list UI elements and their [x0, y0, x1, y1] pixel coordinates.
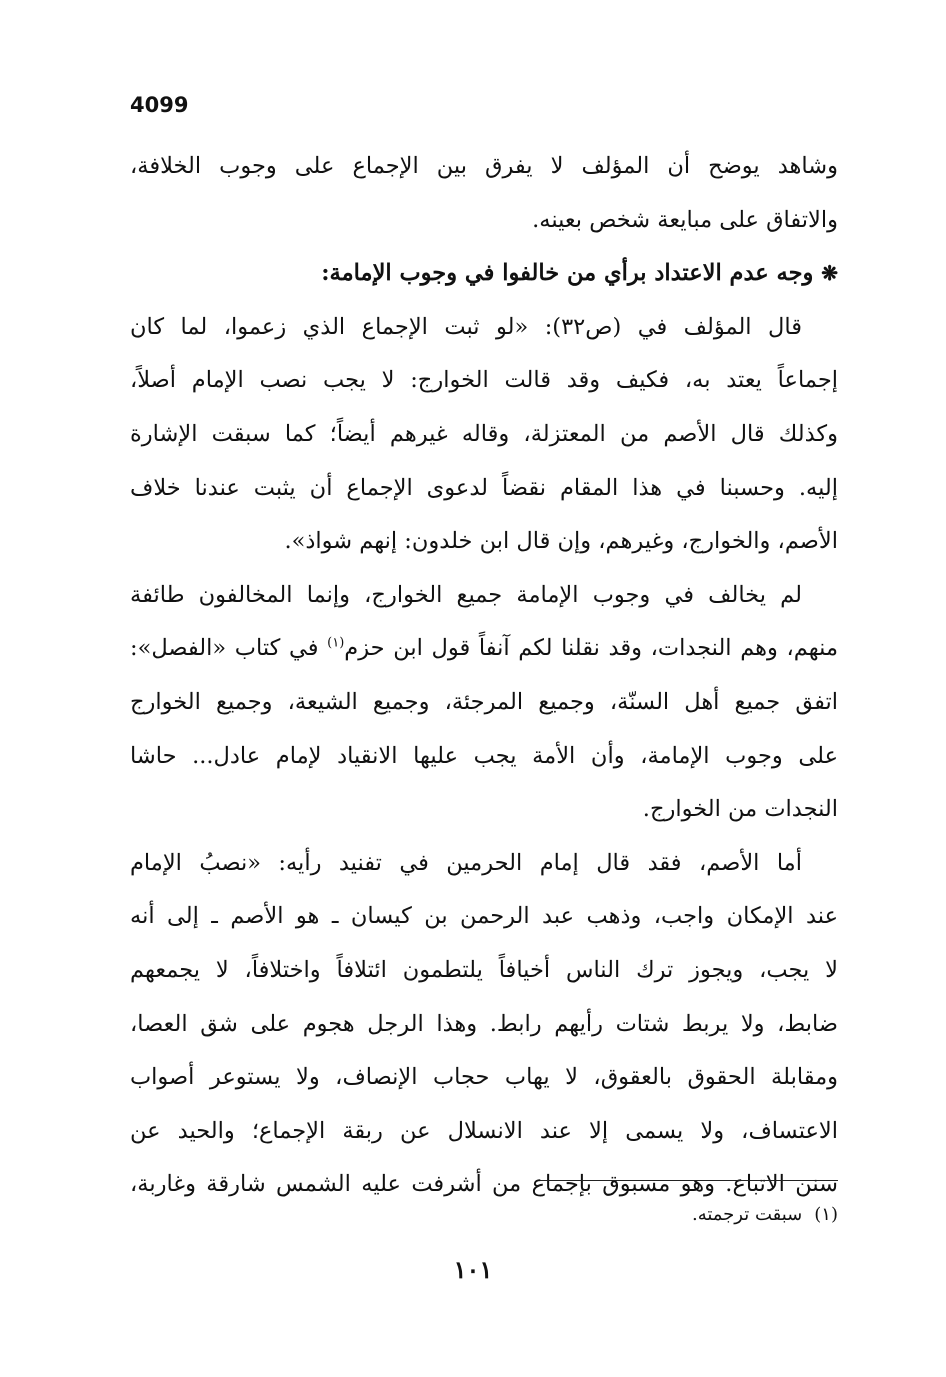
footnote-text: سبقت ترجمته. [691, 1204, 803, 1225]
text-line: الاعتساف، ولا يسمى إلا عند الانسلال عن ربقة الإجماع؛ والحيد عن [130, 1117, 838, 1144]
text-line: لم يخالف في وجوب الإمامة جميع الخوارج، وإنما المخالفون طائفة [130, 581, 802, 608]
text-line: أما الأصم، فقد قال إمام الحرمين في تفنيد رأيه: «نصبُ الإمام [130, 849, 802, 876]
footnote [540, 1200, 838, 1230]
text-line: على وجوب الإمامة، وأن الأمة يجب عليها الانقياد لإمام عادل... حاشا [130, 742, 838, 769]
text-line: إليه. وحسبنا في هذا المقام نقضاً لدعوى الإجماع أن يثبت عندنا خلاف [130, 474, 838, 501]
text-line: قال المؤلف في (ص٣٢): «لو ثبت الإجماع الذي زعموا، لما كان [130, 313, 802, 340]
text-line: ضابط، ولا يربط شتات رأيهم رابط. وهذا الرجل هجوم على شق العصا، [130, 1010, 838, 1037]
body-text [130, 140, 838, 1212]
text-line: الأصم، والخوارج، وغيرهم، وإن قال ابن خلدون: إنهم شواذ». [284, 528, 838, 555]
text-line: النجدات من الخوارج. [642, 796, 838, 823]
section-heading [130, 247, 838, 301]
text-line: إجماعاً يعتد به، فكيف وقد قالت الخوارج: لا يجب نصب الإمام أصلاً، [130, 367, 838, 394]
footnote-reference: (١) [327, 635, 345, 651]
text-line: اتفق جميع أهل السنّة، وجميع المرجئة، وجميع الشيعة، وجميع الخوارج [130, 688, 838, 715]
page-id: 4099 [130, 93, 189, 117]
text-segment: منهم، وهم النجدات، وقد نقلنا لكم آنفاً قول ابن حزم [344, 635, 838, 662]
text-line: وشاهد يوضح أن المؤلف لا يفرق بين الإجماع على وجوب الخلافة، [130, 153, 838, 179]
page-number: ١٠١ [453, 1255, 493, 1284]
text-segment: في كتاب «الفصل»: [130, 635, 319, 662]
text-line: لا يجب، ويجوز ترك الناس أخيافاً يلتطمون ائتلافاً واختلافاً، لا يجمعهم [130, 956, 838, 983]
text-line: والاتفاق على مبايعة شخص بعينه. [532, 206, 838, 233]
text-line: سنن الاتباع. وهو مسبوق بإجماع من أشرفت عليه الشمس شارقة وغاربة، [130, 1171, 838, 1198]
heading-marker: ❋ [821, 261, 838, 286]
footnote-separator [540, 1180, 838, 1181]
text-line: وكذلك قال الأصم من المعتزلة، وقاله غيرهم أيضاً؛ كما سبقت الإشارة [130, 420, 838, 447]
section-heading-text: وجه عدم الاعتداد برأي من خالفوا في وجوب الإمامة: [321, 260, 814, 287]
text-line: عند الإمكان واجب، وذهب عبد الرحمن بن كيسان ـ هو الأصم ـ إلى أنه [130, 903, 838, 930]
text-line [130, 622, 838, 676]
footnote-number: (١) [814, 1204, 838, 1225]
text-line: ومقابلة الحقوق بالعقوق، لا يهاب حجاب الإنصاف، ولا يستوعر أصواب [130, 1064, 838, 1091]
